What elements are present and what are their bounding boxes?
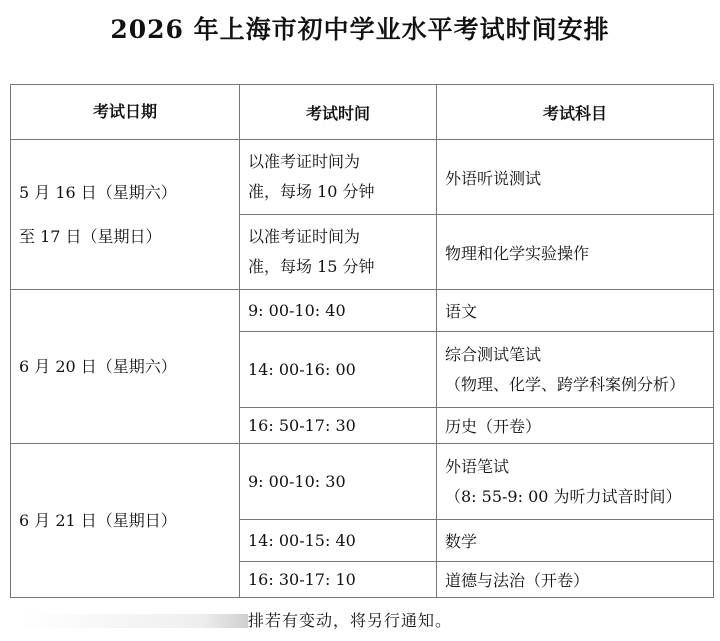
subject-line: 综合测试笔试: [445, 344, 542, 364]
footnote: 排若有变动，将另行通知。: [248, 611, 453, 630]
subject-line: 外语听说测试: [445, 168, 542, 188]
time-cell: [240, 332, 437, 408]
subject-cell: [437, 290, 714, 332]
subject-line: （8: 55-9: 00 为听力试音时间）: [445, 486, 682, 506]
header-exam-time: 考试时间: [240, 85, 437, 140]
subject-cell: [437, 140, 714, 215]
subject-cell: [437, 520, 714, 562]
subject-line: 语文: [445, 302, 478, 321]
date-line: 6 月 20 日（星期六）: [19, 356, 177, 376]
subject-line: 历史（开卷）: [445, 417, 542, 436]
time-line: 9: 00-10: 40: [248, 301, 346, 320]
time-line: 以准考证时间为: [248, 227, 361, 246]
header-exam-date: 考试日期: [11, 85, 240, 140]
time-cell: [240, 215, 437, 290]
date-cell: [11, 444, 240, 598]
time-line: 准，每场 10 分钟: [248, 182, 375, 201]
time-cell: [240, 444, 437, 520]
subject-line: 物理和化学实验操作: [445, 243, 590, 263]
time-line: 16: 50-17: 30: [248, 416, 356, 435]
table-header-row: [11, 85, 714, 140]
time-cell: [240, 408, 437, 444]
time-line: 14: 00-16: 00: [248, 360, 356, 379]
subject-cell: [437, 444, 714, 520]
time-line: 16: 30-17: 10: [248, 570, 356, 589]
subject-line: 外语笔试: [445, 456, 510, 476]
time-cell: [240, 140, 437, 215]
header-exam-subject: 考试科目: [437, 85, 714, 140]
table-row: [11, 444, 714, 520]
time-line: 14: 00-15: 40: [248, 531, 356, 550]
page-title: 2026 年上海市初中学业水平考试时间安排: [110, 15, 610, 44]
date-cell: [11, 290, 240, 444]
time-line: 9: 00-10: 30: [248, 472, 346, 491]
time-cell: [240, 520, 437, 562]
subject-cell: [437, 562, 714, 598]
subject-line: （物理、化学、跨学科案例分析）: [445, 374, 686, 394]
date-line: 6 月 21 日（星期日）: [19, 510, 177, 530]
date-cell: [11, 140, 240, 290]
time-cell: [240, 562, 437, 598]
date-line: 5 月 16 日（星期六）: [19, 182, 177, 202]
time-line: 以准考证时间为: [248, 152, 361, 171]
time-line: 准，每场 15 分钟: [248, 257, 375, 276]
time-cell: [240, 290, 437, 332]
table-row: [11, 140, 714, 215]
subject-line: 数学: [445, 532, 478, 551]
subject-cell: [437, 215, 714, 290]
subject-line: 道德与法治（开卷）: [445, 571, 590, 590]
date-line: 至 17 日（星期日）: [19, 226, 162, 246]
exam-schedule-table: [10, 84, 714, 598]
table-row: [11, 290, 714, 332]
faded-note-region: [20, 614, 248, 628]
subject-cell: [437, 408, 714, 444]
subject-cell: [437, 332, 714, 408]
